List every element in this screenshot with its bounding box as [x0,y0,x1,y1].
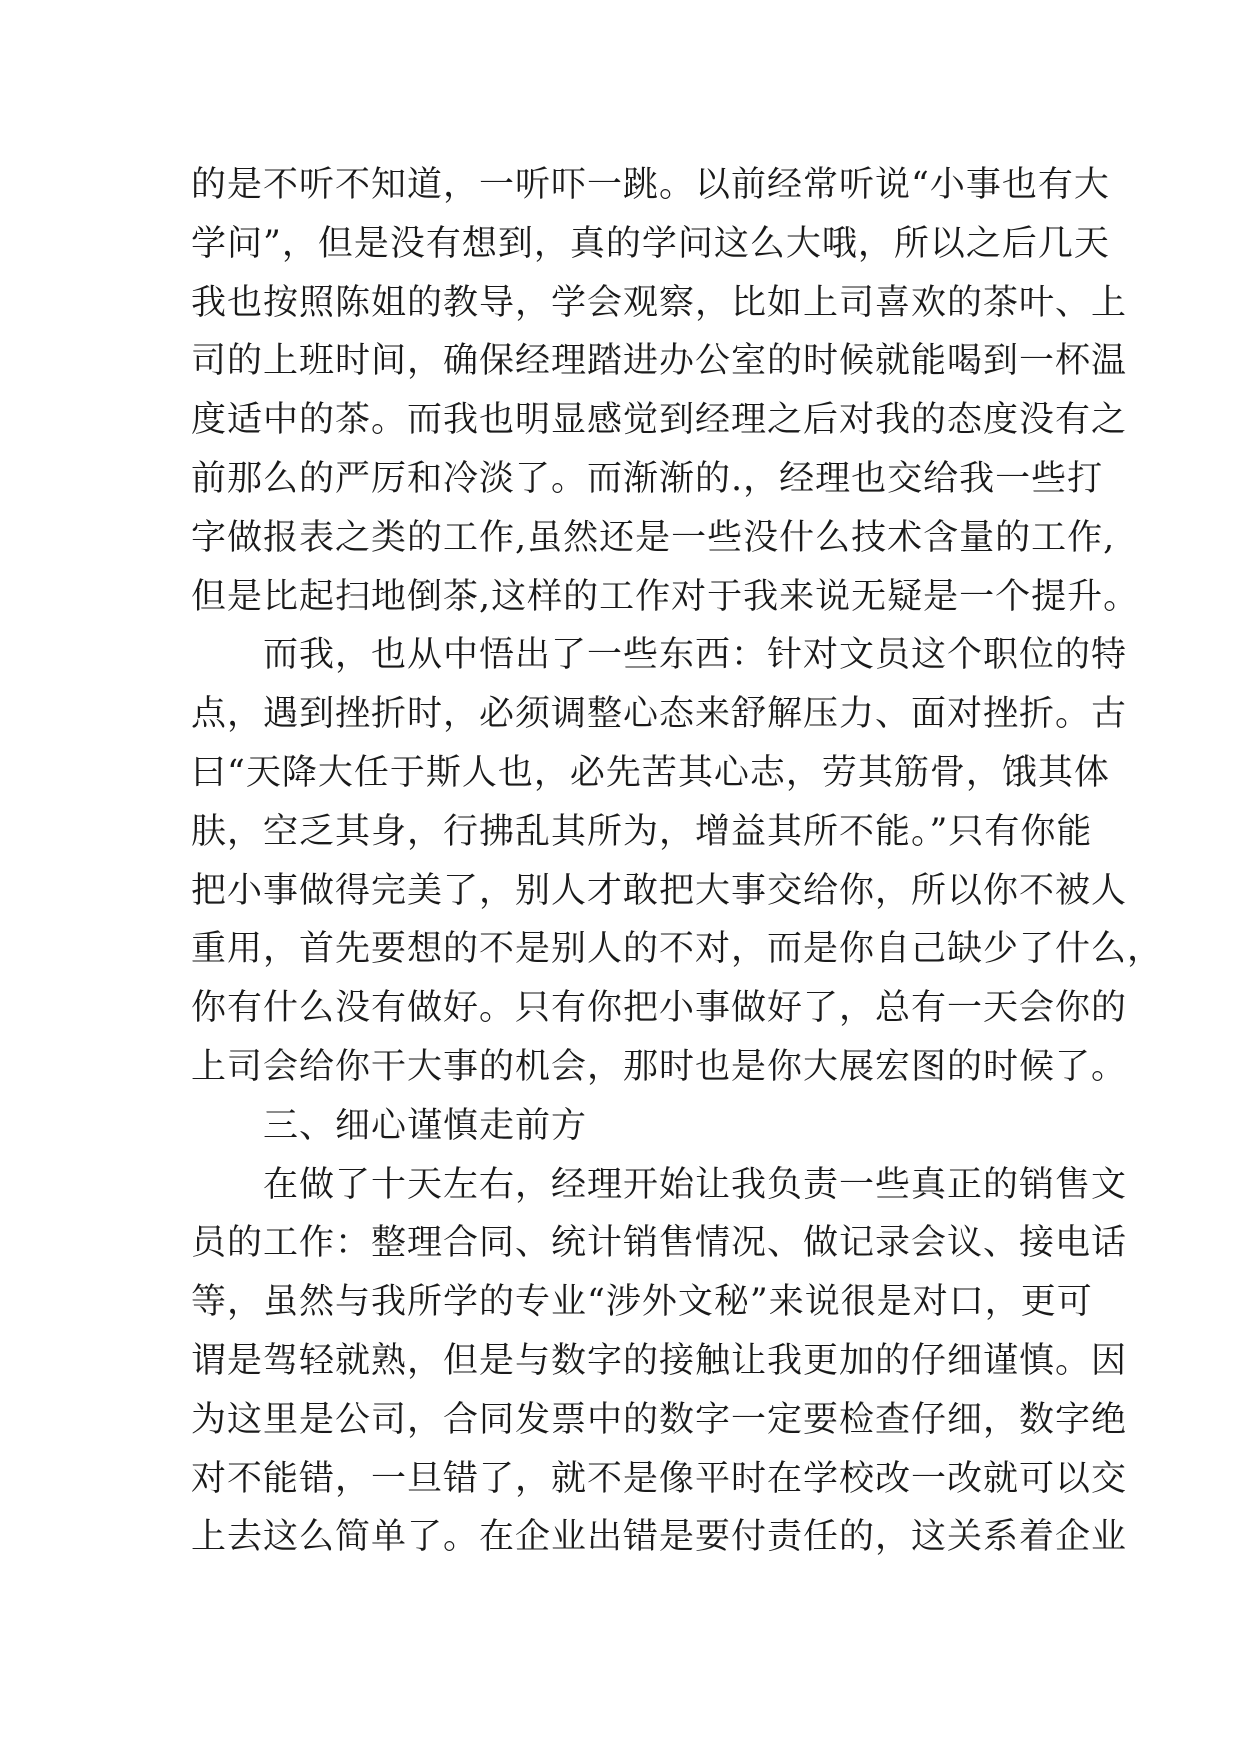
text-line: 等，虽然与我所学的专业“涉外文秘”来说很是对口，更可 [191,1282,1093,1323]
text-line: 司的上班时间，确保经理踏进办公室的时候就能喝到一杯温 [191,341,1128,382]
text-line: 你有什么没有做好。只有你把小事做好了，总有一天会你的 [191,988,1128,1029]
text-line: 点，遇到挫折时，必须调整心态来舒解压力、面对挫折。古 [191,694,1128,735]
text-line: 谓是驾轻就熟，但是与数字的接触让我更加的仔细谨慎。因 [191,1340,1128,1381]
body-text [191,156,1164,1567]
text-line: 我也按照陈姐的教导，学会观察，比如上司喜欢的茶叶、上 [191,282,1128,323]
text-line: 上去这么简单了。在企业出错是要付责任的，这关系着企业 [191,1517,1128,1558]
text-line: 但是比起扫地倒茶,这样的工作对于我来说无疑是一个提升。 [191,576,1140,617]
text-line: 前那么的严厉和冷淡了。而渐渐的.，经理也交给我一些打 [191,458,1104,499]
text-line: 重用，首先要想的不是别人的不对，而是你自己缺少了什么， [191,929,1164,970]
text-line: 曰“天降大任于斯人也，必先苦其心志，劳其筋骨，饿其体 [191,752,1110,793]
text-line: 的是不听不知道，一听吓一跳。以前经常听说“小事也有大 [191,165,1110,205]
text-line: 把小事做得完美了，别人才敢把大事交给你，所以你不被人 [191,870,1128,911]
text-line: 对不能错，一旦错了，就不是像平时在学校改一改就可以交 [191,1458,1128,1499]
text-line: 员的工作：整理合同、统计销售情况、做记录会议、接电话 [191,1223,1128,1264]
text-line: 在做了十天左右，经理开始让我负责一些真正的销售文 [191,1164,1128,1205]
text-line: 而我，也从中悟出了一些东西：针对文员这个职位的特 [191,635,1128,676]
text-line: 上司会给你干大事的机会，那时也是你大展宏图的时候了。 [191,1046,1128,1087]
section-heading: 三、细心谨慎走前方 [191,1105,588,1146]
text-line: 学问”，但是没有想到，真的学问这么大哦，所以之后几天 [191,223,1110,264]
text-line: 肤，空乏其身，行拂乱其所为，增益其所不能。”只有你能 [191,811,1093,852]
text-line: 为这里是公司，合同发票中的数字一定要检查仔细，数字绝 [191,1399,1128,1440]
text-line: 度适中的茶。而我也明显感觉到经理之后对我的态度没有之 [191,400,1128,441]
text-line: 字做报表之类的工作,虽然还是一些没什么技术含量的工作, [191,517,1116,558]
